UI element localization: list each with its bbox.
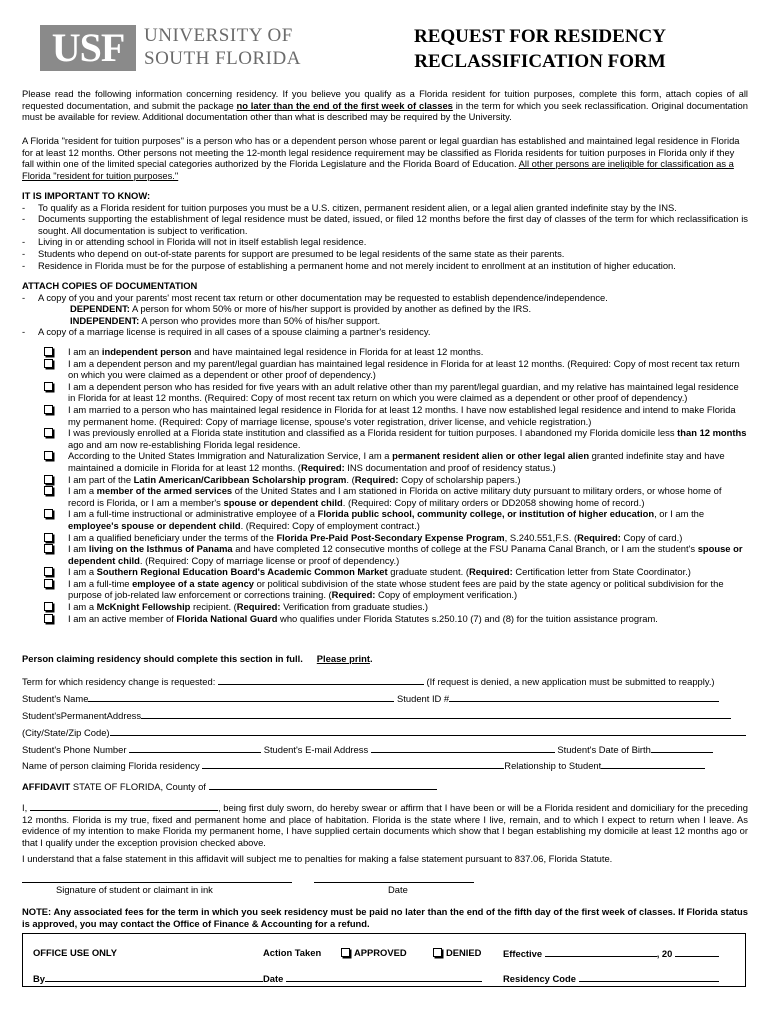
checklist-text: Required:: [468, 566, 513, 578]
important-item: - Students who depend on out-of-state parents for support are presumed to be legal residents of the same state as their parents.: [22, 247, 565, 259]
checklist-text: INS documentation and proof of residency status.): [344, 461, 556, 473]
checklist-item: [22, 532, 748, 544]
checklist-text: independent person: [101, 346, 192, 357]
action-taken-label: Action Taken: [263, 947, 322, 958]
attach-section: [22, 280, 748, 338]
intro-p1-text: Please read the following information concerning residency. If you believe you qualify as a Florida resident for tuition purposes, complete this form, attach copies of all requested documentation, and submit the package: [22, 88, 748, 111]
checklist-text: Copy of employment verification.): [375, 589, 518, 601]
checklist-item: [22, 381, 748, 404]
checklist-item: [22, 508, 748, 531]
county-field[interactable]: [209, 780, 437, 790]
logo-initials: USF: [40, 25, 136, 71]
checklist-text: I am a: [68, 566, 97, 578]
checklist-text: Required:: [354, 473, 399, 485]
student-name-field[interactable]: [88, 692, 394, 702]
checklist-text: I am: [68, 543, 89, 555]
checklist-text: Required:: [331, 589, 376, 601]
checklist-text: . (Required: Copy of military orders or DD2058 showing home of record.): [342, 496, 645, 508]
checklist-item: [22, 485, 748, 508]
checklist-checkbox[interactable]: [44, 382, 53, 391]
checklist-text: I am an: [68, 346, 102, 357]
checklist-text: granted indefinite stay and have maintained a domicile in Florida for at least 12 months. (: [68, 450, 725, 473]
term-row: Term for which residency change is requested: (If request is denied, a new application must be submitted to reapply.): [22, 676, 715, 687]
checklist-item: [22, 601, 748, 613]
attach-heading: ATTACH COPIES OF DOCUMENTATION: [22, 280, 198, 291]
checklist-text: than 12 months: [677, 427, 747, 439]
checklist-text: I am a: [68, 485, 97, 497]
checklist-text: I am an active member of: [68, 612, 177, 624]
checklist-text: I am a dependent person and my parent/legal guardian has maintained legal residence in Florida for at least 12 months. (Required: Copy of most recent tax return on which you were claimed as a dependent or other proof of dependency.): [68, 357, 740, 381]
checklist-text: . (: [346, 473, 355, 485]
checklist-item: [22, 450, 748, 473]
checklist-text: and have completed 12 consecutive months of college at the FSU Panama Canal Branch, or I am the student's: [232, 543, 698, 555]
checklist-item: [22, 427, 748, 450]
checklist-text: . (Required: Copy of marriage license or proof of dependency.): [139, 554, 400, 566]
term-field[interactable]: [218, 675, 424, 685]
affidavit-label: AFFIDAVIT: [22, 781, 71, 792]
checklist-checkbox[interactable]: [44, 486, 53, 495]
city-state-zip-field[interactable]: [110, 726, 746, 736]
signature-label: Signature of student or claimant in ink: [56, 884, 213, 895]
checklist-text: of the United States and I am stationed in Florida on active military duty pursuant to military orders, or whose home of record is Florida, or I am a member's: [68, 485, 722, 508]
checklist-item: [22, 358, 748, 381]
address-field[interactable]: [141, 709, 731, 719]
checklist-text: Florida public school, community college, or institution of higher education: [317, 508, 655, 520]
checklist-checkbox[interactable]: [44, 544, 53, 553]
logo-line-1: UNIVERSITY OF: [144, 25, 293, 46]
checklist-text: I am a qualified beneficiary under the terms of the: [68, 531, 277, 543]
claimant-row: Name of person claiming Florida residency Relationship to Student: [22, 759, 748, 772]
section-label: Person claiming residency should complete this section in full.: [22, 653, 303, 664]
phone-row: Student's Phone Number Student's E-mail Address Student's Date of Birth: [22, 743, 748, 756]
office-use-box: [22, 933, 746, 987]
checklist-text: graduate student. (: [387, 566, 469, 578]
checklist-item: [22, 613, 748, 625]
phone-field[interactable]: [129, 743, 261, 753]
checklist-text: McKnight Fellowship: [96, 601, 191, 613]
important-item: - Living in or attending school in Florida will not in itself establish legal residence.: [22, 236, 367, 248]
effective-row: Effective , 20: [503, 947, 719, 959]
checklist-text: , or I am the: [654, 508, 705, 520]
name-row: Student's Name Student ID #: [22, 692, 748, 705]
intro-p1-deadline: no later than the end of the first week of classes: [236, 99, 453, 111]
important-item: - Residence in Florida must be for the purpose of establishing a permanent home and not merely incident to enrollment at an institution of higher education.: [22, 259, 676, 271]
checklist-text: Florida National Guard: [176, 612, 278, 624]
checklist-item: [22, 404, 748, 427]
checklist-text: Required:: [300, 461, 345, 473]
city-row: (City/State/Zip Code): [22, 726, 748, 739]
important-item: - Documents supporting the establishment of legal residence must be dated, issued, or filed 12 months before the first day of classes of the term for which reclassification is sought. All documentation is subject to verification.: [22, 213, 748, 236]
checklist-text: ago and am now re-establishing Florida legal residence.: [68, 438, 301, 450]
important-item: - To qualify as a Florida resident for tuition purposes you must be a U.S. citizen, permanent resident alien, or a legal alien granted indefinite stay by the INS.: [22, 201, 677, 213]
checklist-text: and have maintained legal residence in Florida for at least 12 months.: [191, 346, 484, 357]
checklist-text: I am a dependent person who has resided for five years with an adult relative other than my parent/legal guardian, and my relative has maintained legal residence in Florida for at least 12 months. (Required: Copy of most recent tax return on which you were claimed as a dependent or other proof of dependency.): [68, 380, 739, 404]
checklist-text: Verification from graduate studies.): [280, 601, 429, 613]
effective-date-field[interactable]: [545, 947, 657, 957]
checklist-text: Copy of scholarship papers.): [398, 473, 521, 485]
checklist-text: Southern Regional Education Board's Academic Common Market: [96, 566, 388, 578]
office-use-title: OFFICE USE ONLY: [33, 947, 118, 958]
form-title: [380, 24, 700, 74]
checklist-checkbox[interactable]: [44, 533, 53, 542]
usf-logo: [40, 25, 322, 71]
checklist-checkbox[interactable]: [44, 509, 53, 518]
attach-item: - A copy of you and your parents' most recent tax return or other documentation may be requested to establish dependence/independence.: [22, 291, 608, 303]
checklist-checkbox[interactable]: [44, 579, 53, 588]
by-field[interactable]: [45, 972, 263, 982]
checklist-checkbox[interactable]: [44, 451, 53, 460]
checklist-text: who qualifies under Florida Statutes s.250.10 (7) and (8) for the tuition assistance program.: [277, 612, 658, 624]
checklist-text: recipient. (: [190, 601, 237, 613]
checklist-text: Required:: [577, 531, 621, 543]
checklist-text: employee of a state agency: [132, 577, 255, 589]
independent-definition: INDEPENDENT: A person who provides more than 50% of his/her support.: [70, 314, 381, 326]
by-row: By: [33, 972, 263, 984]
signature-field[interactable]: [22, 882, 292, 883]
denied-checkbox[interactable]: [433, 948, 442, 957]
signature-date-label: Date: [388, 884, 408, 895]
affidavit-row: AFFIDAVIT STATE OF FLORIDA, County of: [22, 780, 748, 793]
email-field[interactable]: [371, 743, 555, 753]
intro-p2-ineligible: All other persons are ineligible for classification as a Florida "resident for tuition purposes.": [22, 158, 734, 181]
approved-checkbox[interactable]: [341, 948, 350, 957]
checklist-item: [22, 578, 748, 601]
checklist-text: Latin American/Caribbean Scholarship program: [133, 473, 347, 485]
form-title-line-1: REQUEST FOR RESIDENCY: [414, 26, 666, 47]
dob-field[interactable]: [651, 743, 713, 753]
please-print: Please print: [316, 653, 370, 664]
checklist-text: I am part of the: [68, 473, 134, 485]
checklist-text: Florida Pre-Paid Post-Secondary Expense Program: [276, 531, 505, 543]
intro-p1-text-end: in the term for which you seek reclassification. Original documentation must be available for review. Additional documentation other than what is described may be required by the University.: [22, 99, 748, 123]
checklist-checkbox[interactable]: [44, 475, 53, 484]
checklist-text: living on the Isthmus of Panama: [88, 543, 233, 555]
checklist-text: , S.240.551,F.S. (: [504, 531, 578, 543]
checklist-text: I am a full-time instructional or administrative employee of a: [68, 508, 318, 520]
checklist-checkbox[interactable]: [44, 567, 53, 576]
intro-p2-text: A Florida "resident for tuition purposes" is a person who has or a dependent person whose parent or legal guardian has established and maintained legal residence in Florida for at least 12 months. Other persons not meeting the 12-month legal residence requirement may be classified as Florida residents for tuition purposes in Florida only if they fall within one of the limited special categories authorized by the Florida Legislature and the Florida Board of Education.: [22, 135, 740, 170]
checklist-text: Copy of card.): [620, 531, 683, 543]
checklist-text: permanent resident alien or other legal alien: [392, 450, 590, 462]
checklist-text: spouse or dependent child: [223, 496, 343, 508]
checklist-text: employee's spouse or dependent child: [68, 519, 241, 531]
checklist-item: [22, 543, 748, 566]
checklist-text: According to the United States Immigration and Naturalization Service, I am a: [68, 450, 393, 462]
important-heading: IT IS IMPORTANT TO KNOW:: [22, 190, 151, 201]
checklist-checkbox[interactable]: [44, 405, 53, 414]
residency-code-field[interactable]: [579, 972, 719, 982]
checklist-text: I am a full-time: [68, 577, 133, 589]
fee-note: NOTE: Any associated fees for the term in which you seek residency must be paid no later than the end of the fifth day of the first week of classes. If Florida status is approved, you may contact the Office of Finance & Accounting for a refund.: [22, 906, 748, 929]
dependent-definition: DEPENDENT: A person for whom 50% or more of his/her support is provided by another as defined by the IRS.: [70, 303, 532, 315]
signature-date-field[interactable]: [314, 882, 474, 883]
intro-paragraph-1: [22, 88, 748, 123]
relationship-field[interactable]: [601, 759, 705, 769]
checklist-text: Certification letter from State Coordinator.): [512, 566, 691, 578]
residency-checklist: [22, 346, 748, 624]
checklist-checkbox[interactable]: [44, 614, 53, 623]
claimant-name-field[interactable]: [202, 759, 504, 769]
checklist-text: spouse or dependent child: [68, 543, 743, 566]
checklist-text: Required:: [236, 601, 281, 613]
important-section: [22, 190, 748, 271]
intro-paragraph-2: [22, 135, 748, 181]
office-date-row: Date: [263, 972, 482, 984]
checklist-item: [22, 566, 748, 578]
office-date-field[interactable]: [286, 972, 482, 982]
checklist-item: [22, 474, 748, 486]
student-id-field[interactable]: [449, 692, 719, 702]
approved-option[interactable]: APPROVED: [341, 947, 407, 958]
form-title-line-2: RECLASSIFICATION FORM: [414, 51, 666, 72]
checklist-checkbox[interactable]: [44, 602, 53, 611]
logo-line-2: SOUTH FLORIDA: [144, 48, 301, 69]
attach-item: - A copy of a marriage license is required in all cases of a spouse claiming a partner's residency.: [22, 326, 431, 338]
residency-code-row: Residency Code: [503, 972, 719, 984]
checklist-text: I was previously enrolled at a Florida state institution and classified as a Florida resident for tuition purposes. I abandoned my Florida domicile less: [68, 427, 678, 439]
checklist-text: I am married to a person who has maintained legal residence in Florida for at least 12 months. I have now established legal residence and intend to make Florida my permanent home. (Required: Copy of marriage license, spouse's voter registration, driver license, and vehicle registration.): [68, 403, 736, 427]
affiant-name-field[interactable]: [30, 801, 218, 811]
checklist-text: I am a: [68, 601, 97, 613]
checklist-text: member of the armed services: [96, 485, 233, 497]
affidavit-statement: I, , being first duly sworn, do hereby swear or affirm that I have been or will be a Florida resident and domiciliary for the preceding 12 months. Florida is my true, fixed and permanent home and place of habitation. Florida is the state where I live, remain, and to which I expect to return when I leave. As evidence of my intention to make Florida my permanent home, I have supplied certain documents which show that I began establishing my domicile at least 12 months ago or that I qualify under the exception provision checked above.: [22, 802, 748, 848]
section-instruction: Person claiming residency should complete this section in full. Please print.: [22, 653, 373, 664]
false-statement-notice: I understand that a false statement in this affidavit will subject me to penalties for making a false statement pursuant to 837.06, Florida Statute.: [22, 853, 613, 864]
checklist-item: [22, 346, 748, 358]
checklist-checkbox[interactable]: [44, 428, 53, 437]
checklist-text: or political subdivision of the state whose student fees are paid by the state agency or political subdivision for the purpose of job-related law enforcement or corrections training. (: [68, 577, 724, 601]
effective-year-field[interactable]: [675, 947, 719, 957]
address-row: Student'sPermanentAddress: [22, 709, 748, 722]
checklist-checkbox[interactable]: [44, 359, 53, 368]
denied-option[interactable]: DENIED: [433, 947, 481, 958]
checklist-text: . (Required: Copy of employment contract.): [240, 519, 420, 531]
checklist-checkbox[interactable]: [44, 347, 53, 356]
